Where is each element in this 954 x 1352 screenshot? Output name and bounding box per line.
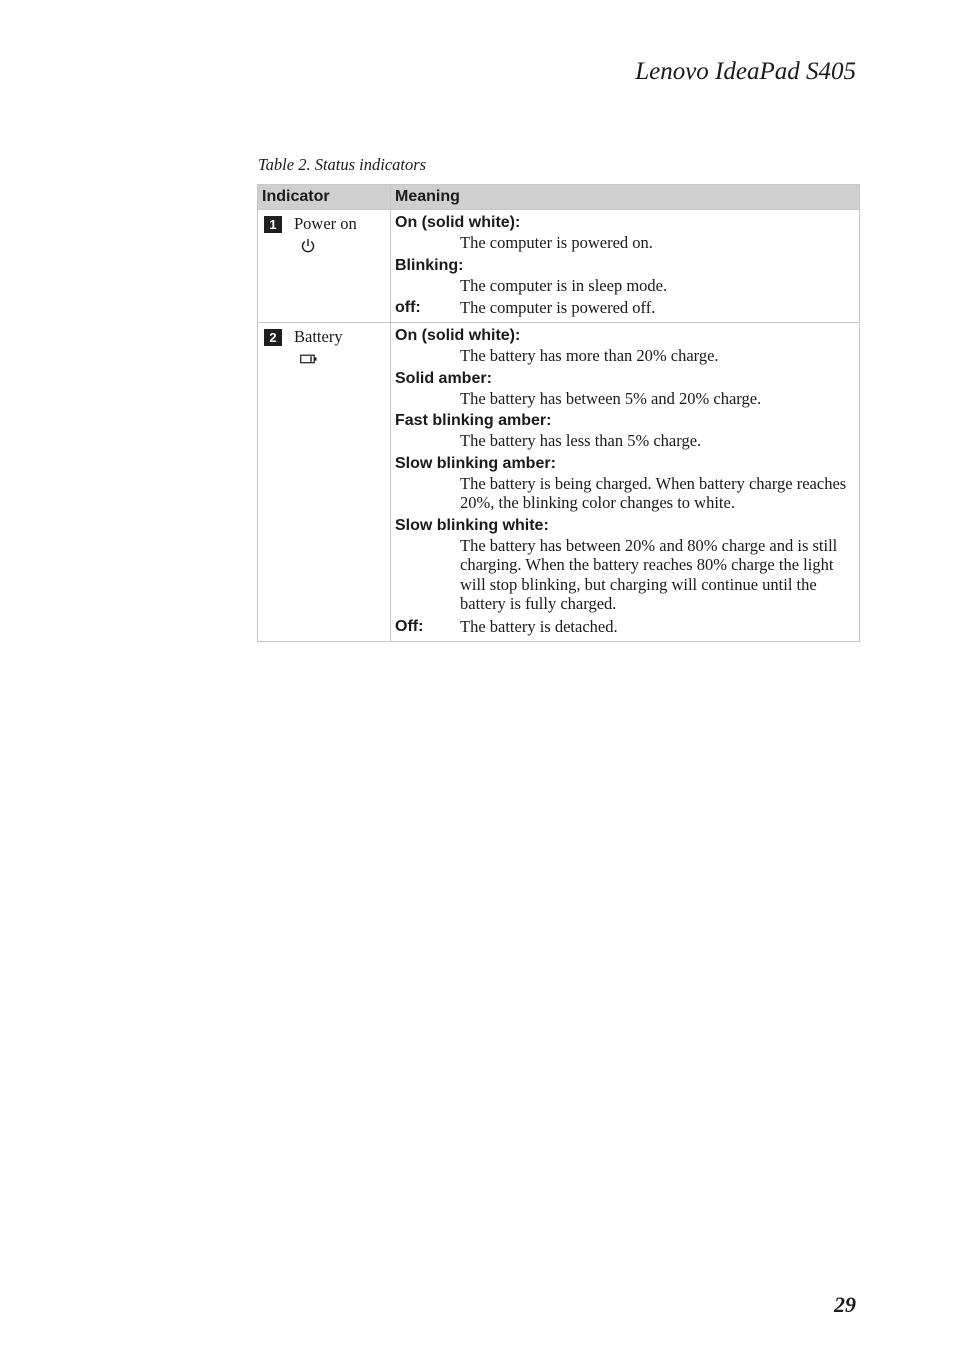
state-label: Blinking:: [395, 256, 464, 274]
indicator-number-badge: 2: [264, 329, 282, 346]
status-indicators-table: [257, 184, 860, 642]
table-row-battery: [258, 323, 860, 642]
table-header-row: [258, 185, 860, 210]
indicator-cell: [258, 323, 391, 642]
state-label: off:: [395, 299, 421, 316]
running-header: Lenovo IdeaPad S405: [635, 58, 856, 85]
battery-icon: [300, 351, 318, 365]
state-description: The battery is detached.: [460, 616, 618, 636]
state-label: Fast blinking amber:: [395, 412, 552, 429]
state-description: The battery is being charged. When battery charge reaches 20%, the blinking color changes to white.: [460, 473, 847, 512]
state-description: The battery has less than 5% charge.: [460, 431, 702, 450]
meaning-cell: [391, 210, 860, 323]
header-meaning: Meaning: [391, 185, 860, 210]
state-entry-inline: [395, 298, 851, 318]
state-description: The battery has between 20% and 80% charge and is still charging. When the battery reaches 80% charge the light will stop blinking, but charging will continue until the battery is fully charged.: [460, 535, 838, 613]
state-label: Slow blinking amber:: [395, 454, 556, 472]
indicator-cell: [258, 210, 391, 323]
state-description: The battery has between 5% and 20% charge.: [460, 388, 762, 408]
state-label: On (solid white):: [395, 214, 521, 231]
header-indicator: Indicator: [258, 185, 391, 210]
state-description: The computer is powered on.: [460, 233, 653, 252]
state-label: Solid amber:: [395, 369, 492, 387]
state-label: Off:: [395, 617, 424, 635]
table-row-power: [258, 210, 860, 323]
page-number: 29: [834, 1292, 856, 1317]
state-label: On (solid white):: [395, 327, 521, 344]
state-label: Slow blinking white:: [395, 516, 549, 534]
state-entry-inline: [395, 617, 851, 637]
indicator-number-badge: 1: [264, 216, 282, 233]
meaning-cell: [391, 323, 860, 642]
power-icon: [300, 238, 318, 252]
indicator-label: Battery: [294, 327, 343, 346]
indicator-label: Power on: [294, 214, 357, 233]
state-description: The computer is powered off.: [460, 298, 656, 317]
state-description: The computer is in sleep mode.: [460, 275, 668, 295]
state-description: The battery has more than 20% charge.: [460, 346, 719, 365]
table-caption: Table 2. Status indicators: [258, 155, 427, 174]
